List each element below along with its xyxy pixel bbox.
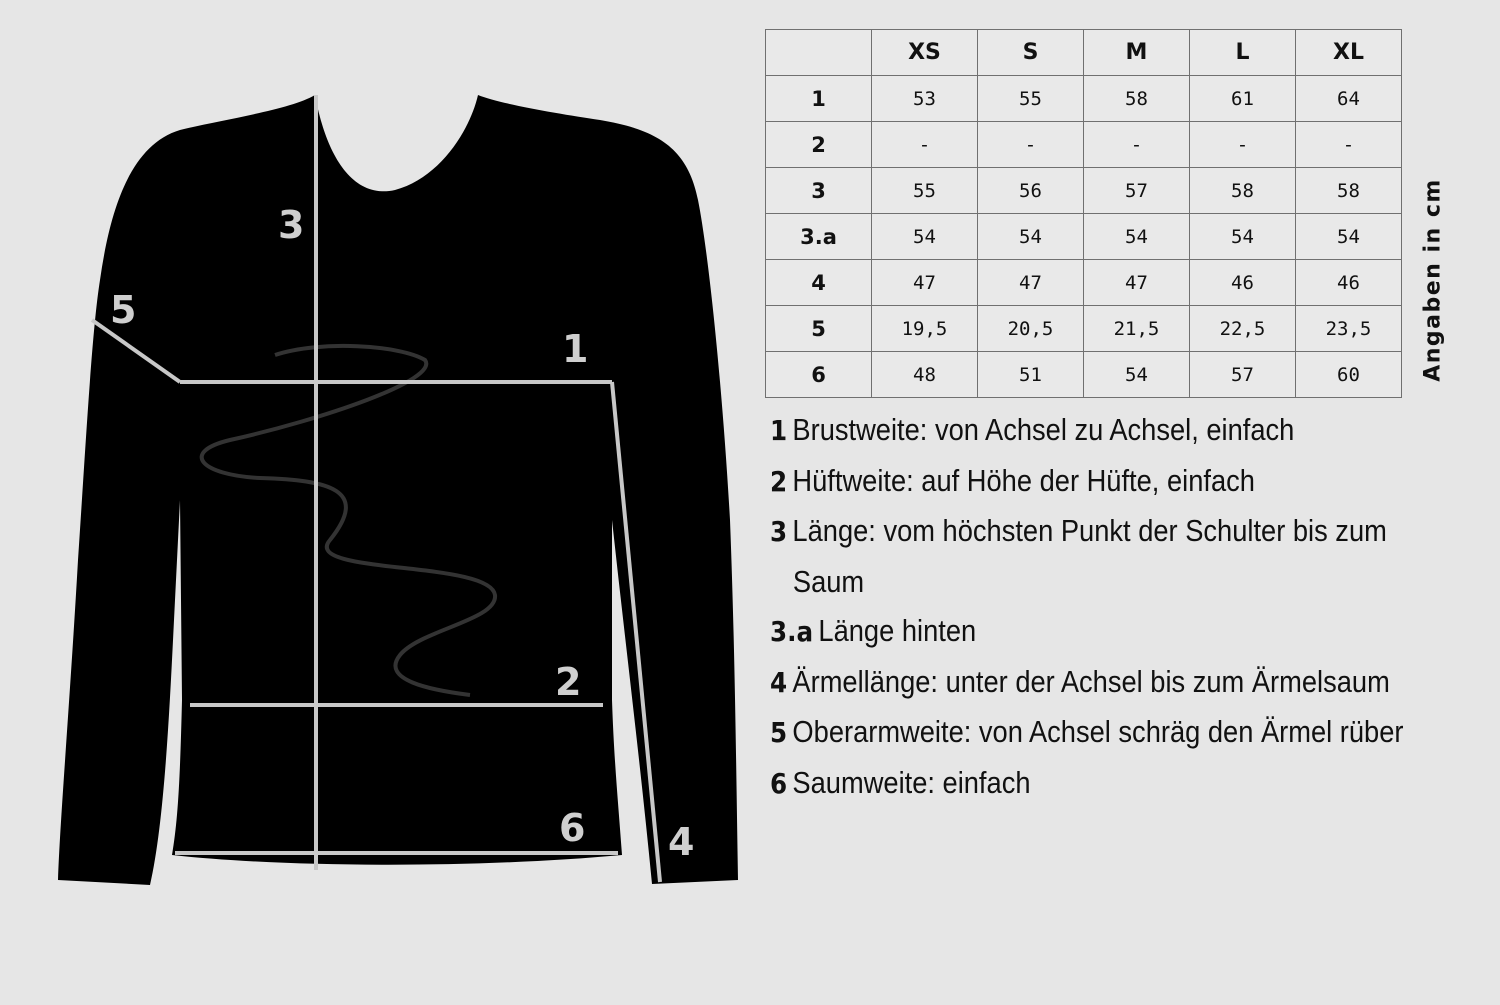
row-label: 3.a [766,214,872,260]
legend-number: 3 [770,515,788,548]
table-cell: 55 [978,76,1084,122]
table-cell: 21,5 [1084,306,1190,352]
table-cell: 19,5 [872,306,978,352]
table-cell: 54 [978,214,1084,260]
table-row [766,122,1402,168]
legend-item [770,606,1439,657]
row-label: 3 [766,168,872,214]
table-cell: 53 [872,76,978,122]
table-cell: 54 [872,214,978,260]
callout-1: 1 [562,327,589,371]
legend-item [770,758,1439,809]
callout-6: 6 [559,806,586,850]
table-cell: 46 [1190,260,1296,306]
row-label: 5 [766,306,872,352]
legend-number: 6 [770,766,788,800]
table-cell: 54 [1296,214,1402,260]
table-cell: 54 [1084,214,1190,260]
callout-3: 3 [278,203,305,247]
size-header-empty [766,30,872,76]
table-cell: 20,5 [978,306,1084,352]
table-cell: - [978,122,1084,168]
table-row [766,352,1402,398]
table-cell: 57 [1190,352,1296,398]
table-cell: 47 [872,260,978,306]
table-cell: 22,5 [1190,306,1296,352]
legend-item [770,456,1439,507]
table-cell: 46 [1296,260,1402,306]
legend-text: Saumweite: einfach [792,764,1031,800]
size-header-s: S [978,30,1084,76]
row-label: 6 [766,352,872,398]
legend-item [770,405,1439,456]
legend-number: 5 [770,716,788,749]
table-cell: 58 [1084,76,1190,122]
table-cell: 51 [978,352,1084,398]
callout-4: 4 [668,820,695,864]
table-cell: 57 [1084,168,1190,214]
size-header-m: M [1084,30,1190,76]
legend-number: 2 [770,464,788,498]
legend-item [770,707,1439,758]
legend-text: Länge: vom höchsten Punkt der Schulter bis zum Saum [792,513,1387,599]
row-label: 4 [766,260,872,306]
table-cell: 56 [978,168,1084,214]
size-header-l: L [1190,30,1296,76]
size-table-header [766,30,1402,76]
table-row [766,214,1402,260]
table-cell: - [872,122,978,168]
table-cell: 54 [1084,352,1190,398]
units-note-text: Angaben in cm [1420,178,1446,382]
table-cell: 58 [1190,168,1296,214]
table-cell: - [1296,122,1402,168]
legend-number: 1 [770,414,788,447]
table-cell: 58 [1296,168,1402,214]
table-cell: 61 [1190,76,1296,122]
legend-text: Brustweite: von Achsel zu Achsel, einfach [792,412,1295,447]
table-row [766,306,1402,352]
legend-text: Hüftweite: auf Höhe der Hüfte, einfach [792,462,1255,498]
callout-2: 2 [555,660,582,704]
table-cell: 47 [978,260,1084,306]
table-cell: 60 [1296,352,1402,398]
size-table [765,29,1402,398]
legend-text: Oberarmweite: von Achsel schräg den Ärmel rüber [792,714,1404,749]
table-cell: - [1190,122,1296,168]
legend-number: 4 [770,665,788,699]
table-row [766,260,1402,306]
row-label: 1 [766,76,872,122]
legend-item [770,657,1439,708]
table-cell: 55 [872,168,978,214]
size-header-xs: XS [872,30,978,76]
legend-item [770,506,1439,606]
table-cell: 48 [872,352,978,398]
row-label: 2 [766,122,872,168]
table-cell: 54 [1190,214,1296,260]
table-cell: 64 [1296,76,1402,122]
table-row [766,76,1402,122]
table-cell: 47 [1084,260,1190,306]
measurement-legend [770,405,1430,808]
table-cell: 23,5 [1296,306,1402,352]
sweater-silhouette [58,95,738,885]
legend-text: Länge hinten [818,613,977,648]
size-header-xl: XL [1296,30,1402,76]
table-row [766,168,1402,214]
table-cell: - [1084,122,1190,168]
legend-text: Ärmellänge: unter der Achsel bis zum Ärmelsaum [792,663,1390,699]
legend-number: 3.a [770,615,814,648]
callout-5: 5 [110,288,137,332]
